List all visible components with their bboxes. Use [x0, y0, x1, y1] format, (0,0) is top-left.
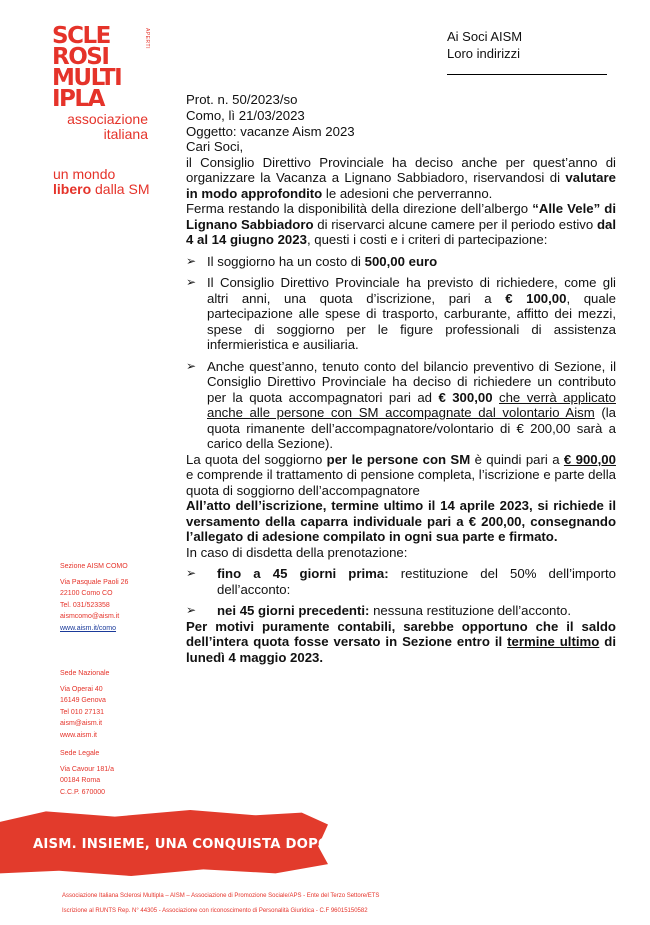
c2-text: nessuna restituzione dell’acconto. [369, 603, 572, 619]
addressee-rule [447, 74, 607, 75]
p6-text-a: Per motivi puramente contabili, sarebbe opportuno che il saldo dell’intera quota fosse versato in Sezione entro il [186, 618, 616, 650]
b2-text-a: Il Consiglio Direttivo Provinciale ha previsto di richiedere, come gli altri anni, una quota d’iscrizione, pari a [207, 275, 616, 306]
sidebar-naz-head: Sede Nazionale [60, 670, 110, 677]
arrow-bullet-icon: ➢ [186, 358, 197, 373]
logo-assoc-line-1: associazione [67, 111, 148, 127]
greeting: Cari Soci, [186, 139, 244, 155]
c2-bold: nei 45 giorni precedenti: [217, 603, 370, 619]
sidebar-legale-city: 00184 Roma [60, 777, 101, 785]
tagline-line-1: un mondo [53, 166, 116, 182]
b3-bold: € 300,00 [438, 389, 493, 405]
logo-line-3: MULTI [52, 65, 122, 91]
sidebar-legale-ccp: C.C.P. 670000 [60, 788, 106, 796]
tagline [53, 167, 149, 197]
p3-total: € 900,00 [563, 451, 616, 467]
tagline-bold: libero [53, 181, 92, 197]
sidebar-como-tel: Tel. 031/523358 [60, 601, 110, 609]
logo-tiny-text: APERTI [144, 28, 150, 49]
b3-text-a: Anche quest’anno, tenuto conto del bilancio preventivo di Sezione, il Consiglio Direttivo Provinciale ha deciso di richiedere un contributo per la quota accompagnatori pari ad [207, 358, 616, 405]
p1-text-c: le adesioni che perverranno. [322, 185, 493, 201]
footer-line-2: Iscrizione al RUNTS Rep. N° 44305 - Associazione con riconoscimento di Personalità Giuridica - C.F 96015150582 [62, 908, 368, 914]
sidebar-legale-addr: Via Cavour 181/a [60, 765, 114, 773]
p1-bold: valutare in modo approfondito [186, 170, 616, 201]
logo-line-4: IPLA [52, 86, 104, 112]
b2-text-c: , quale partecipazione alle spese di trasporto, carburante, affitto dei mezzi, spese di soggiorno per le figure professionali di assistenza infermieristica e ausiliaria. [207, 290, 616, 353]
p3-text-a: La quota del soggiorno [186, 451, 327, 467]
p2-hotel: “Alle Vele” di Lignano Sabbiadoro [186, 201, 616, 232]
c1-text: restituzione del 50% dell’importo dell’acconto: [217, 566, 616, 597]
letter-date: Como, lì 21/03/2023 [186, 107, 305, 123]
protocol-number: Prot. n. 50/2023/so [186, 92, 298, 107]
addressee-line-1: Ai Soci AISM [447, 29, 523, 44]
sidebar-nazionale [60, 668, 109, 742]
p2-dates: dal 4 al 14 giugno 2023 [186, 216, 616, 248]
bullet-companion [186, 359, 616, 452]
p2-text-c: di riservarci alcune camere per il periodo estivo [313, 216, 597, 232]
logo-line-1: SCLE [52, 23, 110, 49]
p3-bold: per le persone con SM [326, 451, 471, 467]
paragraph-5: In caso di disdetta della prenotazione: [186, 544, 408, 560]
tagline-rest: dalla SM [91, 181, 150, 197]
slogan-text: AISM. INSIEME, UNA CONQUISTA DOPO L’ALTRA [33, 836, 392, 852]
sidebar-naz-addr: Via Operai 40 [60, 685, 103, 693]
b3-underlined: che verrà applicato anche alle persone con SM accompagnate dal volontario Aism [207, 389, 616, 421]
p6-text-c: di lunedì 4 maggio 2023. [186, 634, 616, 665]
aism-logo [52, 23, 156, 142]
sidebar-naz-tel: Tel 010 27131 [60, 708, 104, 716]
logo-line-2: ROSI [52, 44, 109, 70]
p3-text-c: è quindi pari a [470, 451, 564, 467]
addressee [447, 28, 522, 62]
sidebar-como-addr: Via Pasquale Paoli 26 [60, 578, 129, 586]
sidebar-naz-city: 16149 Genova [60, 697, 106, 705]
c1-bold: fino a 45 giorni prima: [217, 566, 389, 582]
footer-line-1: Associazione Italiana Sclerosi Multipla – AISM – Associazione di Promozione Sociale/APS - Ente del Terzo Settore/ETS [62, 893, 380, 899]
b1-text: Il soggiorno ha un costo di [207, 253, 365, 269]
p4-bold: All’atto dell’iscrizione, termine ultimo il 14 aprile 2023, si richiede il versamento della caparra individuale pari a € 200,00, consegnando l’allegato di adesione compilato in ogni sua parte e firmato. [186, 498, 616, 545]
b1-bold: 500,00 euro [364, 253, 438, 269]
p1-text-a: il Consiglio Direttivo Provinciale ha deciso anche per quest’anno di organizzare la Vacanza a Lignano Sabbiadoro, riservandosi di [186, 154, 616, 186]
paragraph-2 [186, 201, 616, 248]
sidebar-naz-email: aism@aism.it [60, 720, 103, 728]
arrow-bullet-icon: ➢ [186, 603, 197, 618]
tagline-line-2 [53, 182, 149, 197]
logo-association [52, 112, 148, 142]
b2-bold: € 100,00 [505, 290, 567, 306]
arrow-bullet-icon: ➢ [186, 275, 197, 290]
arrow-bullet-icon: ➢ [186, 253, 197, 268]
addressee-line-2: Loro indirizzi [447, 46, 520, 61]
p2-text-a: Ferma restando la disponibilità della direzione dell’albergo [186, 201, 533, 217]
sidebar-como-head: Sezione AISM COMO [60, 563, 128, 570]
cancellation-item-2 [186, 603, 616, 619]
sidebar-como [60, 561, 128, 635]
paragraph-6 [186, 619, 616, 666]
paragraph-4 [186, 498, 616, 545]
bullet-cost [186, 254, 616, 270]
cancellation-item-1 [186, 566, 616, 597]
bullet-registration [186, 275, 616, 353]
arrow-bullet-icon: ➢ [186, 566, 197, 581]
letter-body [186, 92, 616, 665]
p3-text-e: e comprende il trattamento di pensione completa, l’iscrizione e parte della quota di soggiorno dell’accompagnatore [186, 467, 616, 498]
b3-text-e: (la quota rimanente dell’accompagnatore/volontario di € 200,00 sarà a carico della Sezione). [207, 405, 616, 452]
letter-header [186, 92, 616, 139]
sidebar-legale-head: Sede Legale [60, 750, 100, 757]
sidebar-como-email: aismcomo@aism.it [60, 613, 120, 621]
paragraph-1 [186, 155, 616, 202]
paragraph-3 [186, 452, 616, 499]
p2-text-e: , questi i costi e i criteri di partecipazione: [306, 232, 548, 248]
sidebar-como-city: 22100 Como CO [60, 590, 113, 598]
letter-subject: Oggetto: vacanze Aism 2023 [186, 123, 355, 139]
logo-assoc-line-2: italiana [103, 126, 148, 142]
p6-underlined: termine ultimo [507, 634, 600, 650]
sidebar-legale [60, 748, 114, 798]
sidebar-como-web-link[interactable]: www.aism.it/como [60, 624, 117, 632]
sidebar-naz-web: www.aism.it [60, 731, 97, 739]
